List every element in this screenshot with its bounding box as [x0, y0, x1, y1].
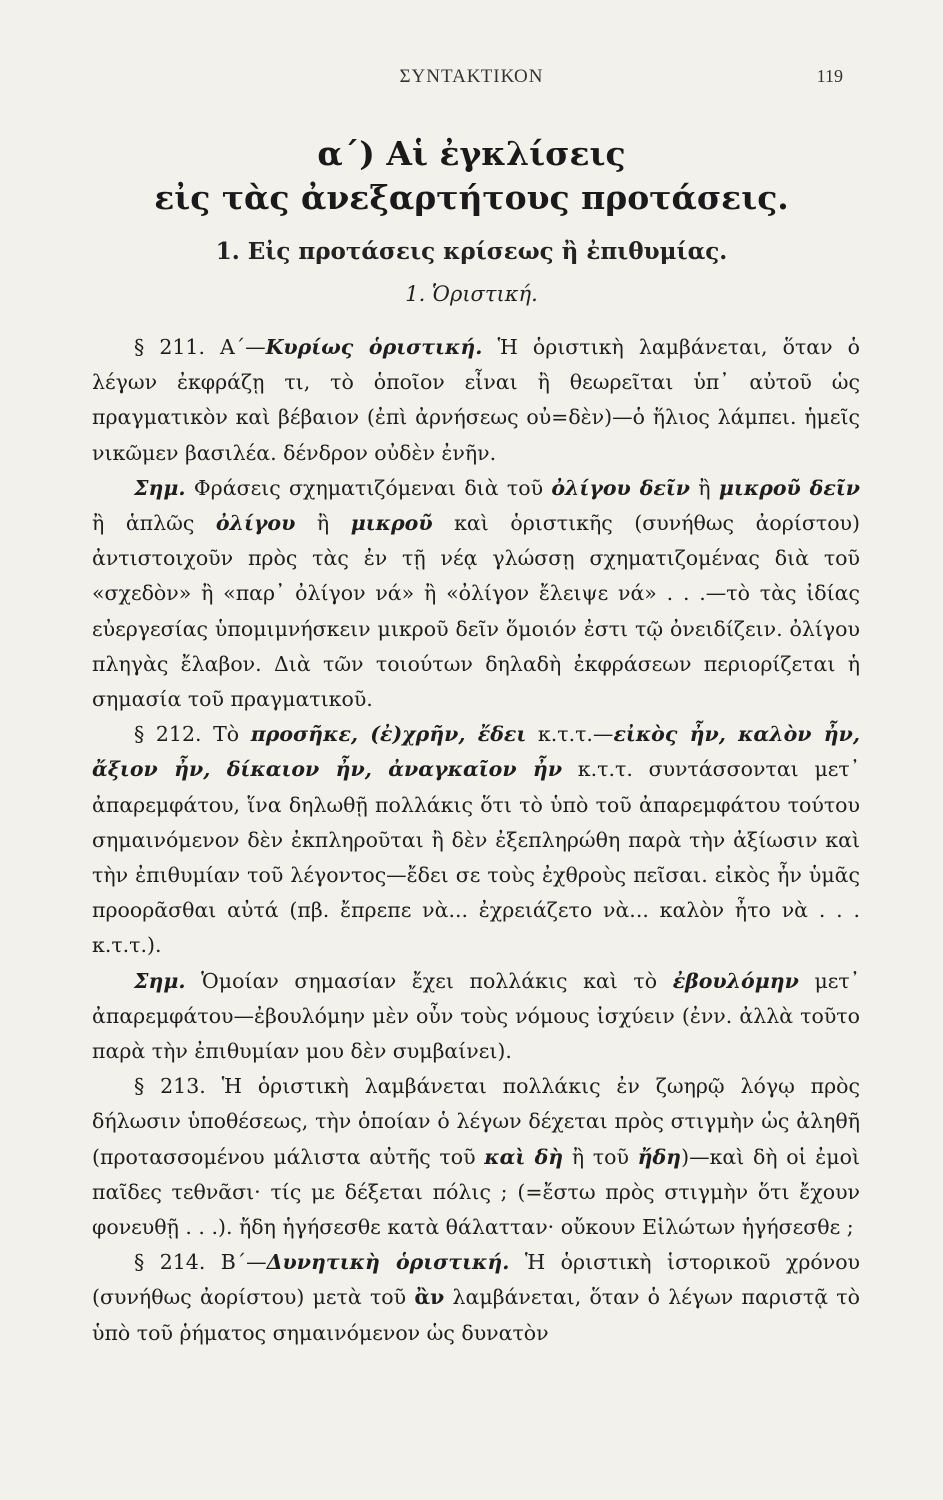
mood-heading: 1. Ὁριστική. — [405, 282, 538, 306]
term: ἐβουλόμην — [672, 968, 799, 993]
paragraph-text: ἢ τοῦ — [563, 1144, 638, 1169]
term: Δυνητικὴ ὁριστική. — [266, 1250, 510, 1275]
paragraph-214 — [92, 1245, 860, 1351]
paragraph-text: )—καὶ δὴ οἱ ἐμοὶ παῖδες τεθνᾶσι· τίς με δέξεται πόλις ; (=ἔστω πρὸς στιγμὴν ὅτι ἔχουν φονευθῇ . . .). ἤδη ἡγήσεσθε κατὰ θάλατταν· οὔκουν Εἱλώτων ἡγήσεσθε ; — [92, 1144, 861, 1240]
section-heading-line-1: α΄) Αἱ ἐγκλίσεις — [317, 134, 626, 173]
note-text: ἢ — [689, 475, 719, 500]
term: προσῆκε, (ἐ)χρῆν, ἔδει — [250, 722, 527, 747]
paragraph-213 — [92, 1069, 860, 1245]
term: Κυρίως ὁριστική. — [265, 335, 483, 359]
term: ὀλίγου δεῖν — [551, 475, 690, 500]
paragraph-211 — [92, 330, 860, 471]
section-heading — [0, 132, 943, 220]
paragraph-text: κ.τ.τ. συντάσσονται μετ᾽ ἀπαρεμφάτου, ἵνα δηλωθῇ πολλάκις ὅτι τὸ ὑπὸ τοῦ ἀπαρεμφάτου τούτου σημαινόμενον δὲν ἐκπληροῦται ἢ δὲν ἐξεπληρώθη παρὰ τὴν ἀξίωσιν καὶ τὴν ἐπιθυμίαν τοῦ λέγοντος—ἔδει σε τοὺς ἐχθροὺς πεῖσαι. εἰκὸς ἦν ὑμᾶς προορᾶσθαι αὐτά (πβ. ἔπρεπε νὰ... ἐχρειάζετο νὰ... καλὸν ἦτο νὰ . . . κ.τ.τ.). — [92, 757, 860, 958]
body-text — [92, 330, 860, 1351]
section-number: § 214. Β΄— — [134, 1250, 267, 1275]
term: ὀλίγου — [215, 511, 296, 536]
section-number: § 211. Α΄— — [134, 335, 266, 359]
paragraph-text: κ.τ.τ.— — [526, 722, 614, 747]
term: εἰκὸς ἦν, καλὸν ἦν, ἄξιον ἦν, δίκαιον ἦν, ἀναγκαῖον ἦν — [92, 722, 860, 782]
term: μικροῦ — [350, 511, 433, 536]
note-text: καὶ ὁριστικῆς (συνήθως ἀορίστου) ἀντιστοιχοῦν πρὸς τὰς ἐν τῇ νέᾳ γλώσσῃ σχηματιζομένας διὰ τοῦ «σχεδὸν» ἢ «παρ᾽ ὀλίγον νά» ἢ «ὀλίγον ἔλειψε νά» . . .—τὸ τὰς ἰδίας εὐεργεσίας ὑπομιμνήσκειν μικροῦ δεῖν ὅμοιόν ἐστι τῷ ὀνειδίζειν. ὀλίγου πληγὰς ἔλαβον. Διὰ τῶν τοιούτων δηλαδὴ ἐκφράσεων περιορίζεται ἡ σημασία τοῦ πραγματικοῦ. — [92, 511, 860, 712]
term: ἤδη — [637, 1144, 682, 1169]
note-1 — [92, 471, 860, 717]
term: καὶ δὴ — [484, 1144, 564, 1169]
running-title: ΣΥΝΤΑΚΤΙΚΟΝ — [399, 66, 544, 87]
subsection-heading: 1. Εἰς προτάσεις κρίσεως ἢ ἐπιθυμίας. — [215, 238, 728, 265]
paragraph-text: λαμβάνεται, ὅταν ὁ λέγων παριστᾷ τὸ ὑπὸ τοῦ ῥήματος σημαινόμενον ὡς δυνατὸν — [92, 1285, 860, 1345]
note-text: ἢ — [295, 511, 351, 536]
note-text: μετ᾽ ἀπαρεμφάτου—ἐβουλόμην μὲν οὖν τοὺς νόμους ἰσχύειν (ἐνν. ἀλλὰ τοῦτο παρὰ τὴν ἐπιθυμίαν μου δὲν συμβαίνει). — [92, 968, 860, 1064]
section-number: § 212. Τὸ — [134, 722, 251, 747]
paragraph-212 — [92, 717, 860, 963]
paragraph-text: Ἡ ὁριστικὴ ἱστορικοῦ χρόνου (συνήθως ἀορίστου) μετὰ τοῦ — [92, 1250, 860, 1310]
note-text: ἢ ἁπλῶς — [92, 511, 216, 536]
paragraph-text: Ἡ ὁριστικὴ λαμβάνεται πολλάκις ἐν ζωηρῷ λόγῳ πρὸς δήλωσιν ὑποθέσεως, τὴν ὁποίαν ὁ λέγων δέχεται πρὸς στιγμὴν ὡς ἀληθῆ (προτασσομένου μάλιστα αὐτῆς τοῦ — [92, 1074, 860, 1169]
note-text: Φράσεις σχηματιζόμεναι διὰ τοῦ — [185, 475, 552, 500]
paragraph-text: Ἡ ὁριστικὴ λαμβάνεται, ὅταν ὁ λέγων ἐκφράζῃ τι, τὸ ὁποῖον εἶναι ἢ θεωρεῖται ὑπ᾽ αὐτοῦ ὡς πραγματικὸν καὶ βέβαιον (ἐπὶ ἀρνήσεως οὐ=δὲν)—ὁ ἥλιος λάμπει. ἡμεῖς νικῶμεν βασιλέα. δένδρον οὐδὲν ἐνῆν. — [92, 335, 861, 465]
term: ἂν — [414, 1285, 445, 1310]
section-heading-line-2: εἰς τὰς ἀνεξαρτήτους προτάσεις. — [154, 178, 789, 217]
note-text: Ὁμοίαν σημασίαν ἔχει πολλάκις καὶ τὸ — [185, 968, 673, 993]
note-label: Σημ. — [134, 475, 186, 500]
note-label: Σημ. — [134, 968, 186, 993]
term: μικροῦ δεῖν — [718, 475, 860, 500]
section-number: § 213. — [134, 1074, 206, 1099]
page-number: 119 — [816, 66, 843, 86]
running-head — [0, 66, 943, 96]
note-2 — [92, 964, 860, 1070]
